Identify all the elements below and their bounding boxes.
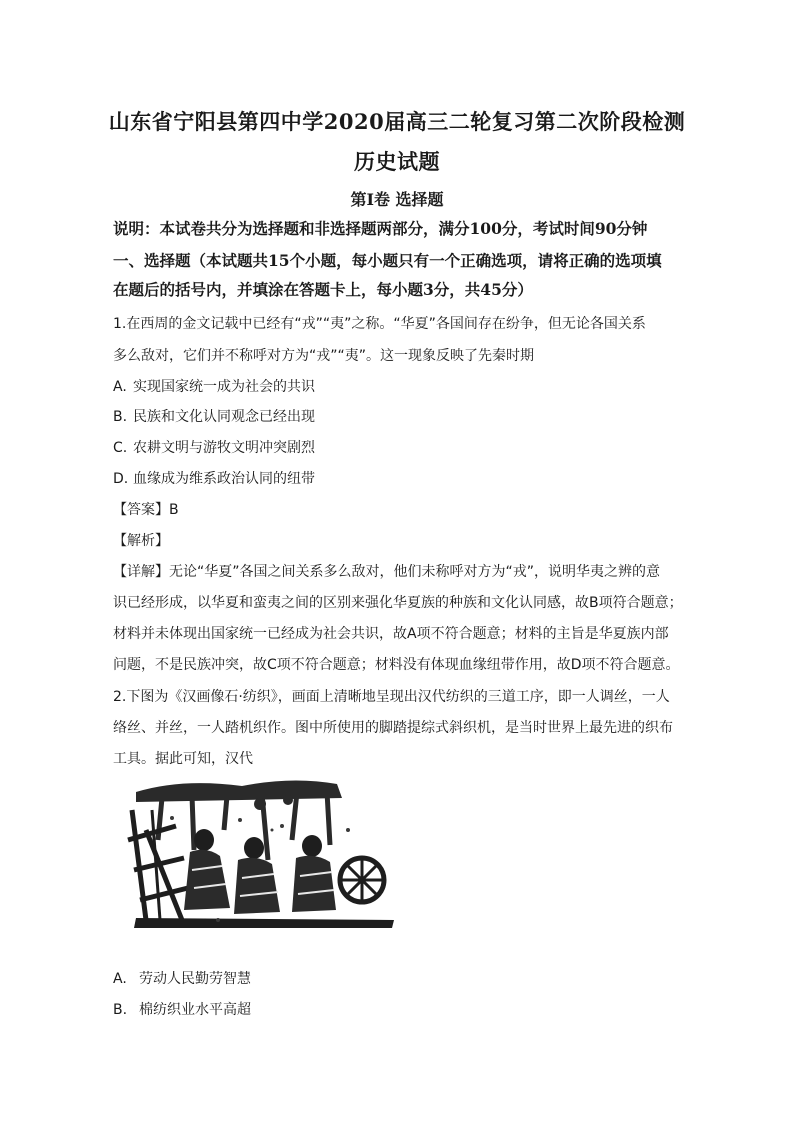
q1-answer [113,499,693,519]
q1-analysis-tag: 【解析】 [113,533,169,549]
q1-detail-line2: 识已经形成，以华夏和蛮夷之间的区别来强化华夏族的种族和文化认同感，故B项符合题意； [113,595,683,611]
q1-stem-line2: 多么敌对，它们并不称呼对方为“戎”“夷”。这一现象反映了先秦时期 [113,348,535,364]
q2-stem-line3: 工具。据此可知，汉代 [113,751,253,767]
answer-tag: 【答案】 [113,502,169,518]
option-label: A. [113,379,127,395]
q2-stem-line1: 2.下图为《汉画像石·纺织》，画面上清晰地呈现出汉代纺织的三道工序，即一人调丝，一人 [113,689,670,705]
option-label: A. [113,971,127,987]
q1-option-d [113,468,315,488]
q1-detail-line4: 问题，不是民族冲突，故C项不符合题意；材料没有体现血缘纽带作用，故D项不符合题意。 [113,657,680,673]
option-label: B. [113,409,128,425]
detail-tag: 【详解】 [113,564,169,580]
q1-option-a [113,376,315,396]
answer-value: B [169,502,179,518]
exam-subtitle: 历史试题 [354,149,440,174]
option-text: 实现国家统一成为社会的共识 [133,379,315,395]
section-heading-line2: 在题后的括号内，并填涂在答题卡上，每小题3分，共45分） [113,280,533,299]
instructions-note: 说明：本试卷共分为选择题和非选择题两部分，满分100分，考试时间90分钟 [113,219,648,238]
q2-option-b [113,999,251,1019]
option-text: 血缘成为维系政治认同的纽带 [133,471,315,487]
option-label: C. [113,440,128,456]
q1-detail-line3: 材料并未体现出国家统一已经成为社会共识，故A项不符合题意；材料的主旨是华夏族内部 [113,626,669,642]
option-label: B. [113,1002,128,1018]
q1-option-c [113,437,315,457]
volume-heading: 第Ⅰ卷 选择题 [350,190,444,209]
q2-stem-line2: 络丝、并丝，一人踏机织作。图中所使用的脚踏提综式斜织机，是当时世界上最先进的织布 [113,720,673,736]
q2-option-a [113,968,251,988]
option-text: 农耕文明与游牧文明冲突剧烈 [133,440,315,456]
han-relief-weaving-image [122,770,432,935]
q1-detail-line1 [113,561,693,581]
q1-stem-line1: 1.在西周的金文记载中已经有“戎”“夷”之称。“华夏”各国间存在纷争，但无论各国关系 [113,316,646,332]
option-text: 民族和文化认同观念已经出现 [133,409,315,425]
option-text: 劳动人民勤劳智慧 [139,971,251,987]
q1-option-b [113,406,315,426]
detail-text: 无论“华夏”各国之间关系多么敌对，他们未称呼对方为“戎”，说明华夷之辨的意 [169,564,661,580]
option-label: D. [113,471,129,487]
option-text: 棉纺织业水平高超 [139,1002,251,1018]
exam-title: 山东省宁阳县第四中学2020届高三二轮复习第二次阶段检测 [108,109,686,134]
section-heading-line1: 一、选择题（本试题共15个小题，每小题只有一个正确选项，请将正确的选项填 [113,251,662,270]
